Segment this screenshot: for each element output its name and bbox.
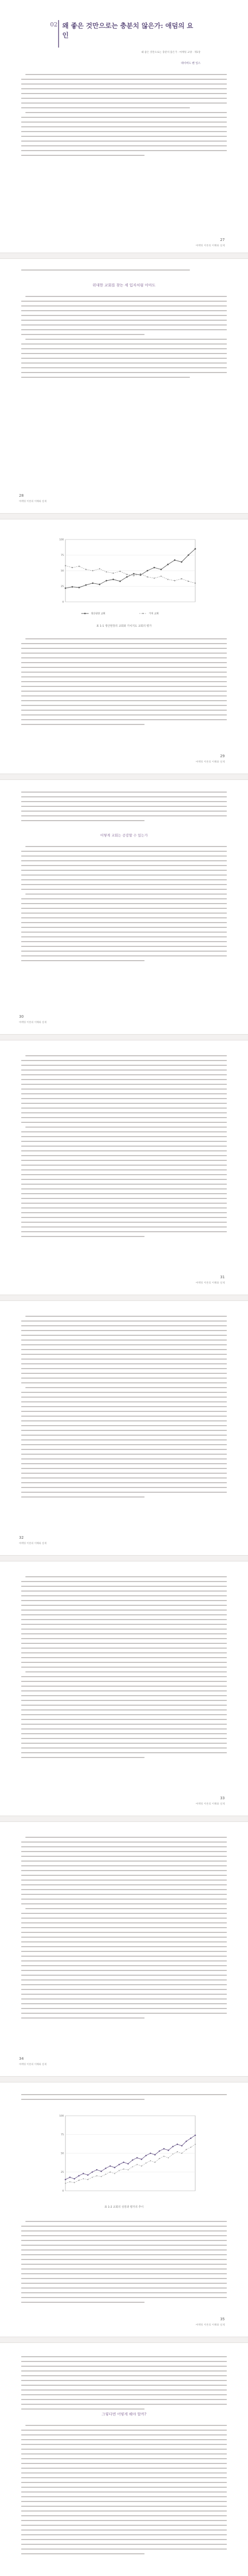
data-point xyxy=(65,588,66,589)
data-point xyxy=(105,2174,106,2175)
data-point xyxy=(159,2158,160,2159)
data-point xyxy=(87,2179,88,2180)
data-point xyxy=(136,2157,138,2159)
body-text xyxy=(21,1837,227,2022)
body-text xyxy=(21,269,227,274)
data-point xyxy=(83,2178,84,2179)
figure-2 xyxy=(53,2112,201,2201)
figure-2-caption: 표 1-2 교회의 성장과 평가의 추이 xyxy=(104,2206,144,2209)
chart-1 xyxy=(53,535,201,620)
author-name: 데이비드 벤 일스 xyxy=(181,62,201,65)
data-point xyxy=(65,2179,66,2180)
data-point xyxy=(119,581,121,582)
data-point xyxy=(74,2178,75,2180)
data-point xyxy=(101,2171,102,2172)
data-point xyxy=(150,2160,151,2161)
data-point xyxy=(181,561,183,563)
data-point xyxy=(69,2177,71,2178)
data-point xyxy=(83,2173,84,2174)
data-point xyxy=(195,2144,196,2145)
data-point xyxy=(146,2162,147,2163)
data-point xyxy=(128,2169,129,2170)
data-point xyxy=(92,570,93,571)
data-point xyxy=(92,582,93,584)
data-point xyxy=(141,2165,142,2166)
page-footer: 마케팅 이론의 이해와 실제 xyxy=(196,2324,225,2327)
page-number: 28 xyxy=(19,494,24,498)
data-point xyxy=(174,560,176,561)
y-tick-label: 25 xyxy=(61,2171,64,2174)
y-tick-label: 100 xyxy=(59,538,64,542)
data-point xyxy=(123,2169,124,2170)
page-8 xyxy=(0,1822,248,2076)
page-footer: 마케팅 이론의 이해와 실제 xyxy=(196,761,225,764)
data-point xyxy=(167,564,169,565)
page-7 xyxy=(0,1561,248,1816)
page-footer: 마케팅 이론의 이해와 실제 xyxy=(196,245,225,247)
data-point xyxy=(160,569,162,570)
page-footer: 마케팅 이론의 이해와 실제 xyxy=(19,1021,47,1024)
data-point xyxy=(155,2162,156,2163)
data-point xyxy=(87,2174,89,2176)
data-point xyxy=(79,566,80,567)
page-footer: 마케팅 이론의 이해와 실제 xyxy=(19,1542,47,1545)
data-point xyxy=(174,580,175,581)
data-point xyxy=(145,2155,147,2156)
data-point xyxy=(69,2181,70,2182)
y-tick-label: 100 xyxy=(59,2115,64,2118)
y-tick-label: 25 xyxy=(61,585,64,588)
data-point xyxy=(118,2164,120,2165)
data-point xyxy=(137,2164,138,2165)
data-point xyxy=(140,574,141,576)
page-2 xyxy=(0,259,248,513)
author-meta: 왜 좋은 것만으로는 충분치 않은가 · 마케팅 교양 · 제1장 xyxy=(141,51,201,54)
data-point xyxy=(154,2154,156,2156)
data-point xyxy=(92,2171,93,2173)
data-point xyxy=(188,581,189,582)
page-number: 34 xyxy=(19,2057,24,2061)
data-point xyxy=(181,578,182,579)
body-text xyxy=(21,2356,227,2413)
data-point xyxy=(132,2159,133,2161)
body-text xyxy=(21,846,227,965)
page-6 xyxy=(0,1301,248,1555)
data-point xyxy=(112,579,114,580)
chart-2 xyxy=(53,2112,201,2201)
data-point xyxy=(96,2169,98,2171)
data-point xyxy=(114,2167,116,2169)
data-point xyxy=(119,2170,120,2171)
page-5 xyxy=(0,1040,248,1295)
chapter-number: 02 xyxy=(50,21,58,28)
figure-1-caption: 표 1-1 생산현장의 교회와 가치지도 교회의 평가 xyxy=(96,625,152,628)
data-point xyxy=(168,2150,169,2151)
data-point xyxy=(140,573,141,574)
legend-marker xyxy=(142,613,144,614)
data-point xyxy=(78,587,80,588)
y-tick-label: 75 xyxy=(61,2134,64,2136)
data-point xyxy=(154,567,155,569)
body-text xyxy=(21,792,227,825)
data-point xyxy=(167,579,168,580)
page-3 xyxy=(0,519,248,774)
page-10 xyxy=(0,2343,248,2576)
data-point xyxy=(96,2175,97,2177)
data-point xyxy=(181,2153,182,2154)
data-point xyxy=(123,2162,125,2163)
legend-marker xyxy=(84,613,86,615)
article-title: 왜 좋은 것만으로는 충분치 않은가: 애덤의 요인 xyxy=(62,22,194,39)
data-point xyxy=(119,571,120,572)
data-point xyxy=(147,576,148,578)
data-point xyxy=(163,2148,165,2150)
body-text xyxy=(21,296,227,382)
data-point xyxy=(172,2146,174,2147)
page-number: 35 xyxy=(220,2317,225,2321)
data-point xyxy=(106,580,107,581)
data-point xyxy=(141,2159,142,2160)
data-point xyxy=(186,2149,187,2150)
data-point xyxy=(112,573,113,574)
page-footer: 마케팅 이론의 이해와 실제 xyxy=(19,500,47,503)
body-text xyxy=(21,2094,227,2104)
body-text xyxy=(21,638,227,729)
y-tick-label: 50 xyxy=(61,2152,64,2155)
data-point xyxy=(92,2177,93,2178)
section-heading: 위대한 교회를 찾는 세 입자처럼 아마도 xyxy=(92,283,156,287)
data-point xyxy=(85,569,87,570)
data-point xyxy=(114,2173,115,2174)
page-9 xyxy=(0,2082,248,2337)
body-text xyxy=(21,2221,227,2307)
page-1 xyxy=(0,0,248,253)
data-point xyxy=(106,571,107,572)
y-tick-label: 0 xyxy=(62,601,64,604)
data-point xyxy=(74,2182,75,2183)
data-point xyxy=(195,582,196,583)
data-point xyxy=(172,2153,173,2154)
page-number: 29 xyxy=(220,754,225,758)
data-point xyxy=(190,2137,192,2139)
page-footer: 마케팅 이론의 이해와 실제 xyxy=(196,1803,225,1806)
section-heading: 그렇다면 어떻게 해야 할까? xyxy=(101,2412,147,2416)
data-point xyxy=(101,2176,102,2177)
data-point xyxy=(164,2156,165,2157)
data-point xyxy=(99,568,100,569)
section-heading: 어떻게 교회는 공감할 수 있는가 xyxy=(100,833,148,838)
body-text xyxy=(21,1055,227,1241)
data-point xyxy=(147,570,148,572)
data-point xyxy=(65,2183,66,2184)
data-point xyxy=(99,584,100,585)
y-tick-label: 50 xyxy=(61,570,64,573)
data-point xyxy=(126,574,127,575)
data-point xyxy=(78,2180,79,2181)
data-point xyxy=(133,573,135,575)
data-point xyxy=(110,2165,111,2167)
data-point xyxy=(72,586,73,588)
data-point xyxy=(186,2141,187,2142)
data-point xyxy=(177,2144,178,2145)
legend-label: 생산현장 교회 xyxy=(91,612,106,616)
data-point xyxy=(110,2171,111,2172)
body-text xyxy=(21,1576,227,1762)
page-footer: 마케팅 이론의 이해와 실제 xyxy=(196,1282,225,1285)
data-point xyxy=(105,2168,107,2169)
data-point xyxy=(177,2151,178,2152)
title-rule xyxy=(58,20,59,48)
body-text xyxy=(21,74,227,160)
data-point xyxy=(133,575,134,576)
y-tick-label: 75 xyxy=(61,554,64,557)
page-footer: 마케팅 이론의 이해와 실제 xyxy=(19,2063,47,2066)
data-point xyxy=(154,578,155,579)
data-point xyxy=(159,2150,160,2152)
body-text xyxy=(21,2425,227,2558)
data-point xyxy=(127,2163,129,2165)
page-number: 27 xyxy=(220,238,225,242)
data-point xyxy=(126,576,128,578)
page-number: 33 xyxy=(220,1796,225,1800)
data-point xyxy=(78,2175,80,2177)
data-point xyxy=(72,567,73,568)
figure-1 xyxy=(53,535,201,620)
page-4 xyxy=(0,780,248,1034)
y-tick-label: 0 xyxy=(62,2190,64,2193)
data-point xyxy=(85,584,87,586)
data-point xyxy=(65,565,66,566)
data-point xyxy=(195,2135,196,2136)
data-point xyxy=(190,2147,191,2148)
legend-label: 가치 교회 xyxy=(149,612,159,616)
page-number: 30 xyxy=(19,1015,24,1019)
data-point xyxy=(150,2153,151,2154)
data-point xyxy=(181,2145,183,2147)
body-text xyxy=(21,1316,227,1501)
data-point xyxy=(168,2157,169,2158)
data-point xyxy=(132,2166,133,2167)
page-number: 31 xyxy=(220,1275,225,1279)
data-point xyxy=(160,575,161,576)
data-point xyxy=(195,548,196,550)
data-point xyxy=(188,554,189,556)
page-number: 32 xyxy=(19,1536,24,1540)
